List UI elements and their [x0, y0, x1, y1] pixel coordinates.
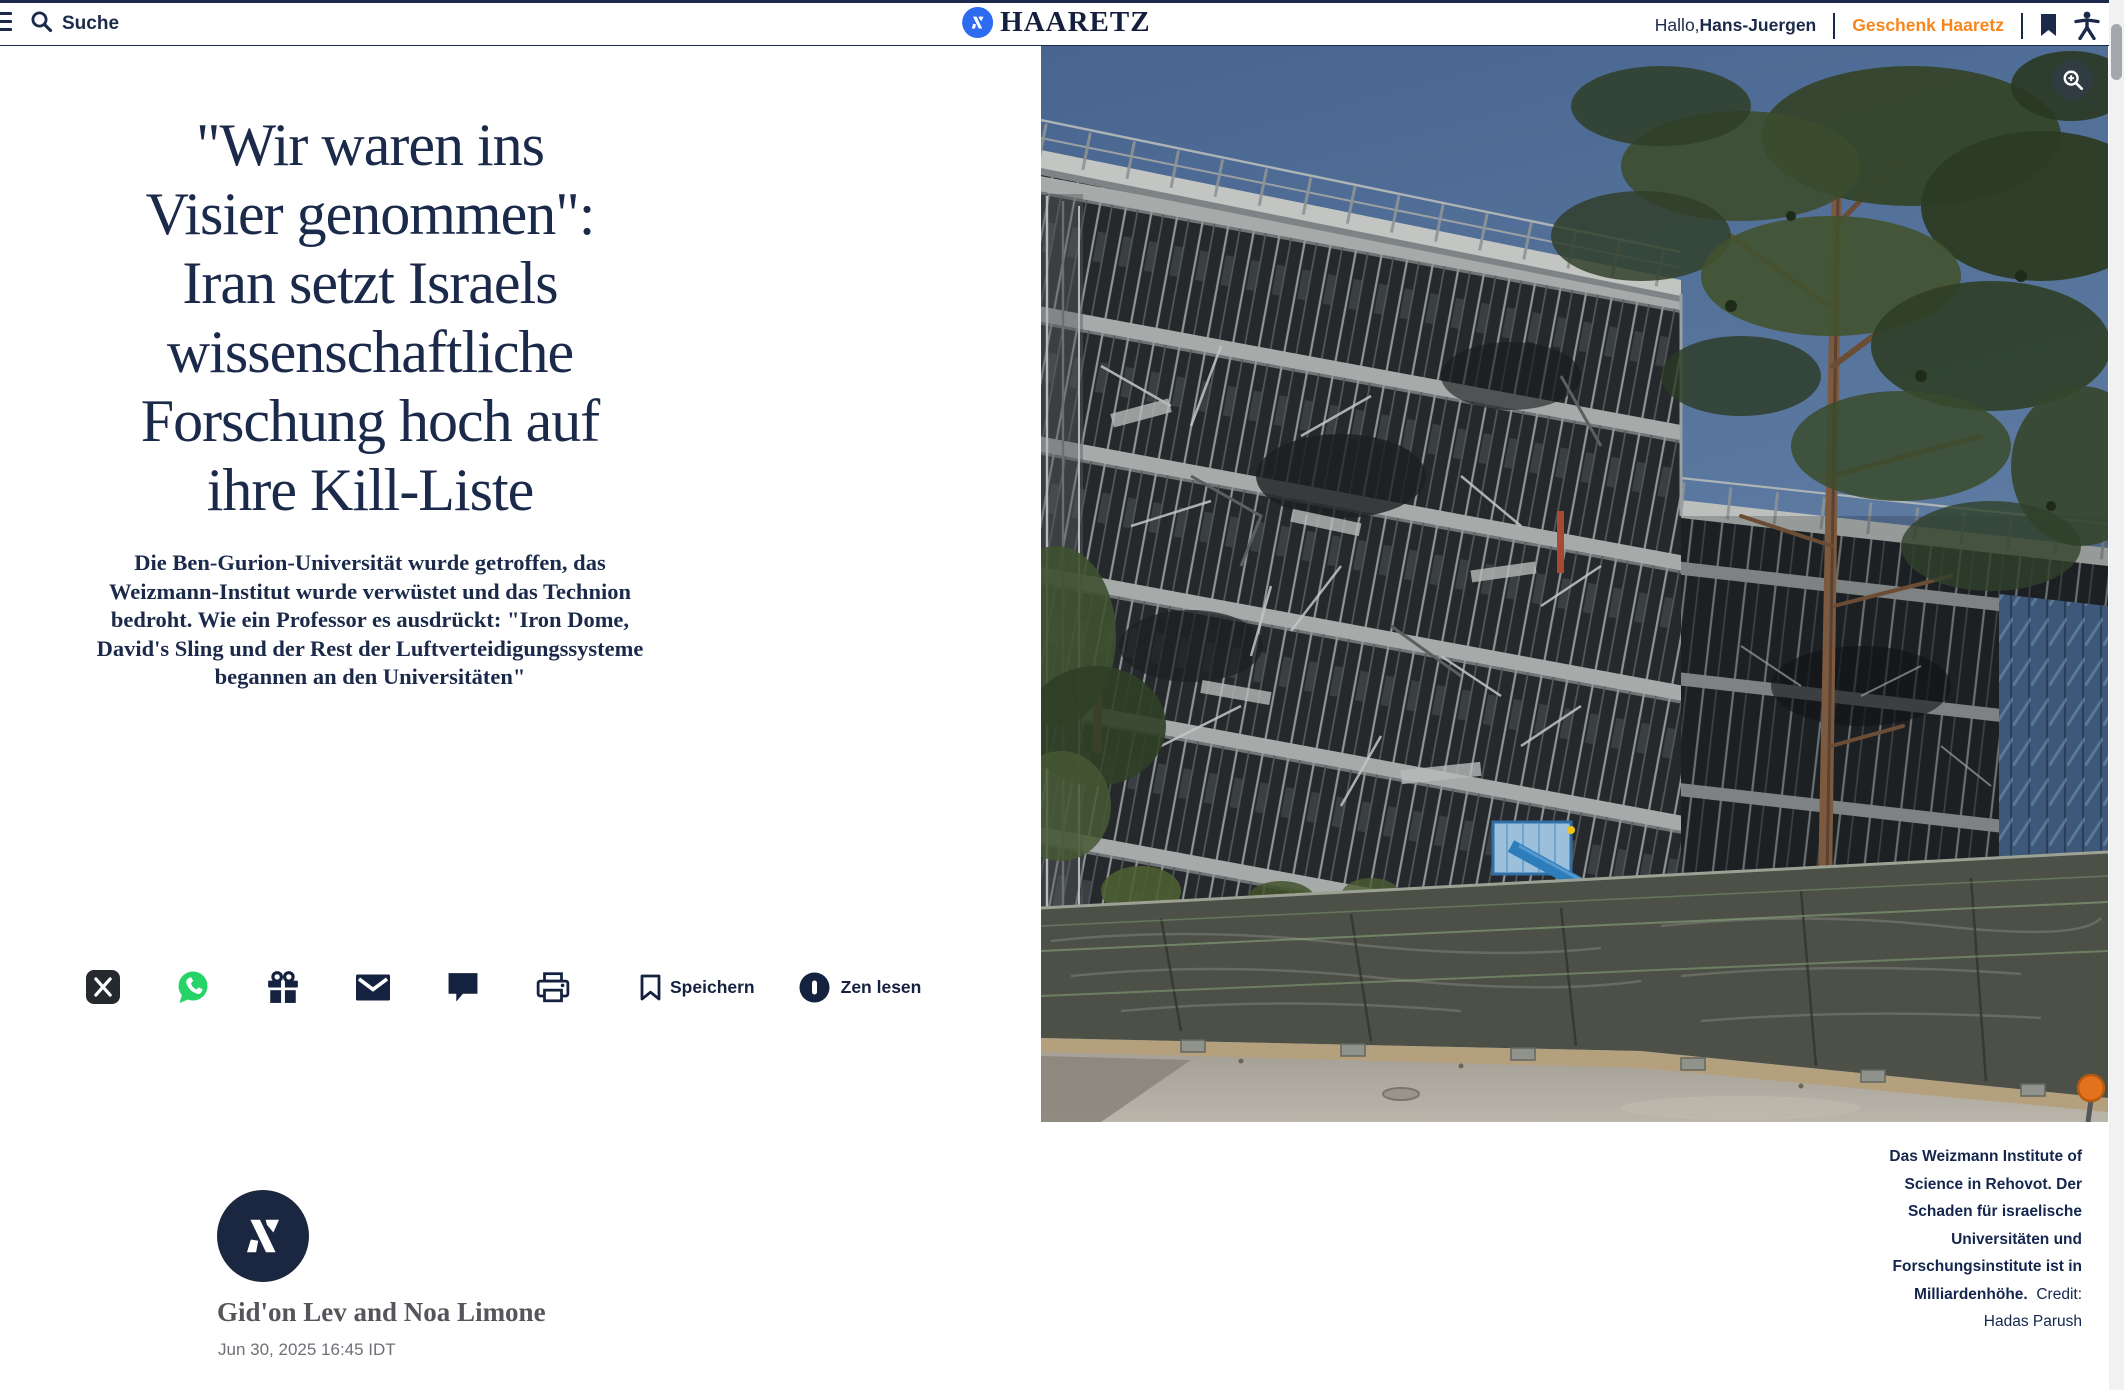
- haaretz-aleph-icon: [962, 7, 993, 38]
- gift-haaretz-link[interactable]: Geschenk Haaretz: [1852, 15, 2004, 35]
- photo-illustration: [1041, 46, 2108, 1122]
- article-photo[interactable]: [1041, 46, 2108, 1122]
- article-subhead: Die Ben-Gurion-Universität wurde getroffen, das Weizmann-Institut wurde verwüstet und das Technion bedroht. Wie ein Professor es ausdrückt: "Iron Dome, David's Sling und der Rest der Luftverteidigungssysteme begannen an den Universitäten": [96, 550, 644, 690]
- email-icon: [356, 974, 390, 1001]
- zen-mode-icon: [799, 972, 830, 1003]
- photo-caption: Das Weizmann Institute of Science in Rehovot. Der Schaden für israelische Universitäten und Forschungsinstitute ist in Milliardenhöhe. Credit: Hadas Parush: [1862, 1143, 2082, 1336]
- magnifier-plus-icon: [2062, 69, 2084, 91]
- share-gift-button[interactable]: [266, 963, 300, 1011]
- share-toolbar: [86, 963, 921, 1011]
- zen-label: Zen lesen: [840, 976, 922, 997]
- share-x-button[interactable]: [86, 963, 120, 1011]
- bookmark-filled-icon: [2040, 14, 2057, 37]
- topbar-right-group: [1655, 3, 2100, 48]
- accessibility-icon: [2074, 11, 2100, 40]
- bookmarks-button[interactable]: [2040, 14, 2057, 37]
- hamburger-menu-icon[interactable]: [0, 12, 12, 36]
- share-comments-button[interactable]: [446, 963, 480, 1011]
- bookmark-outline-icon: [640, 974, 661, 1001]
- divider: [1833, 13, 1835, 39]
- haaretz-aleph-icon: [237, 1210, 289, 1262]
- x-social-icon: [86, 969, 120, 1005]
- save-label: Speichern: [670, 976, 755, 997]
- comments-icon: [446, 971, 480, 1003]
- article-column: [0, 46, 1041, 1390]
- search-button[interactable]: [30, 10, 119, 38]
- photo-zoom-button[interactable]: [2053, 60, 2093, 100]
- brand-wordmark: HAARETZ: [1000, 6, 1151, 38]
- scrollbar-track[interactable]: [2109, 0, 2124, 1390]
- print-icon: [536, 972, 570, 1003]
- share-email-button[interactable]: [356, 963, 390, 1011]
- publish-date: Jun 30, 2025 16:45 IDT: [218, 1340, 396, 1359]
- zen-read-button[interactable]: [799, 972, 922, 1003]
- search-icon: [30, 10, 53, 38]
- top-navigation-bar: [0, 0, 2124, 46]
- user-greeting[interactable]: Hallo,Hans-Juergen: [1654, 15, 1817, 35]
- author-avatar[interactable]: [217, 1190, 309, 1282]
- scrollbar-thumb[interactable]: [2111, 24, 2122, 80]
- article-headline: "Wir waren ins Visier genommen": Iran setzt Israels wissenschaftliche Forschung hoch auf ihre Kill-Liste: [140, 112, 600, 523]
- search-label: Suche: [62, 13, 120, 34]
- share-print-button[interactable]: [536, 963, 570, 1011]
- whatsapp-icon: [176, 969, 210, 1005]
- author-byline[interactable]: Gid'on Lev and Noa Limone: [217, 1297, 546, 1327]
- save-button[interactable]: [640, 974, 755, 1001]
- credit-label: Credit:: [2036, 1285, 2082, 1303]
- share-whatsapp-button[interactable]: [176, 963, 210, 1011]
- haaretz-logo[interactable]: [962, 6, 1150, 39]
- divider: [2021, 13, 2023, 39]
- accessibility-button[interactable]: [2074, 11, 2100, 40]
- gift-icon: [266, 970, 300, 1004]
- credit-name: Hadas Parush: [1983, 1313, 2082, 1330]
